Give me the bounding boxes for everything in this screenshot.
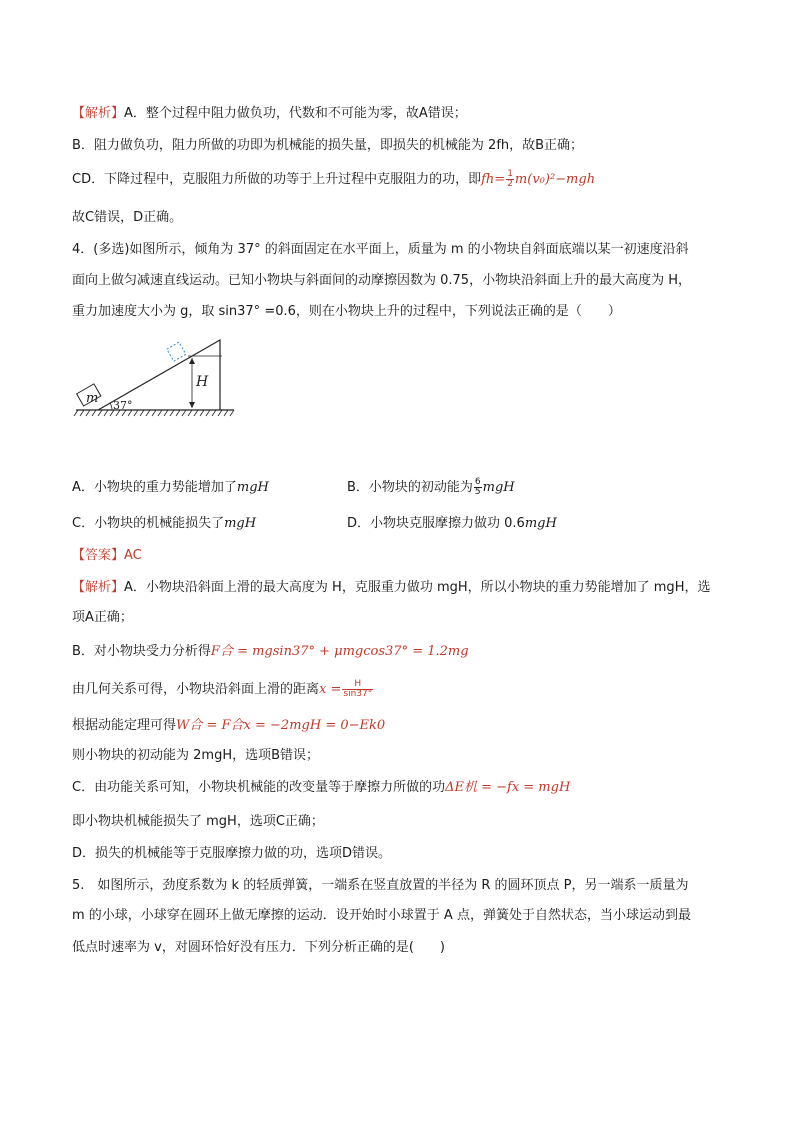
sol3-line-b: B．阻力做负功，阻力所做的功即为机械能的损失量，即损失的机械能为 2fh，故B正确；: [72, 138, 584, 153]
math-work: W合 = F合x = −2mgH = 0−Ek0: [176, 718, 386, 733]
math-mech-energy: ΔE机 = −fx = mgH: [445, 780, 571, 795]
option-d: D．小物块克服摩擦力做功 0.6mgH: [347, 516, 557, 531]
answer-label: 【答案】AC: [72, 548, 142, 563]
block-label: m: [86, 391, 99, 406]
height-label: H: [196, 374, 209, 390]
angle-label: 37°: [113, 399, 133, 412]
ans4-line-d: D．损失的机械能等于克服摩擦力做的功，选项D错误。: [72, 846, 392, 861]
q4-line-1: 4．(多选)如图所示，倾角为 37° 的斜面固定在水平面上，质量为 m 的小物块自斜面底端以某一初速度沿斜: [72, 242, 689, 257]
q5-line-2: m 的小球，小球穿在圆环上做无摩擦的运动．设开始时小球置于 A 点，弹簧处于自然状态，当小球运动到最: [72, 908, 691, 923]
q5-line-1: 5. 如图所示，劲度系数为 k 的轻质弹簧，一端系在竖直放置的半径为 R 的圆环顶点 P，另一端系一质量为: [72, 878, 689, 893]
fraction-six-fifths: $\frac{6}{5}$: [474, 477, 481, 497]
option-b: B．小物块的初动能为 $\frac{6}{5}$ mgH: [347, 477, 515, 497]
q4-line-3: 重力加速度大小为 g，取 sin37° =0.6，则在小物块上升的过程中，下列说法正确的是（ ）: [72, 304, 621, 319]
q4-line-2: 面向上做匀减速直线运动。已知小物块与斜面间的动摩擦因数为 0.75，小物块沿斜面上升的最大高度为 H，: [72, 273, 691, 288]
q5-line-3: 低点时速率为 v，对圆环恰好没有压力．下列分析正确的是( ): [72, 940, 445, 955]
ans4-line-a1: 【解析】A．小物块沿斜面上滑的最大高度为 H，克服重力做功 mgH，所以小物块的重力势能增加了 mgH，选: [72, 580, 711, 595]
fraction-half: $\frac{1}{2}$: [507, 169, 513, 189]
ans4-line-c2: 即小物块机械能损失了 mgH，选项C正确；: [72, 814, 324, 829]
incline-figure: [72, 330, 242, 428]
sol3-line-a: 【解析】A．整个过程中阻力做负功，代数和不可能为零，故A错误；: [72, 106, 467, 121]
ans4-line-k: 则小物块的初动能为 2mgH，选项B错误；: [72, 748, 320, 763]
math-energy: m(v₀)²−mgh: [514, 172, 596, 187]
option-c: C．小物块的机械能损失了mgH: [72, 516, 257, 531]
ans4-line-b: B．对小物块受力分析得F合 = mgsin37° + μmgcos37° = 1.2mg: [72, 644, 469, 659]
analysis-label: 【解析】: [72, 106, 125, 121]
sol3-line-cd: CD．下降过程中，克服阻力所做的功等于上升过程中克服阻力的功，即fh= $\frac{1}{2}$ m(v₀)²−mgh: [72, 169, 596, 189]
analysis-label: 【解析】: [72, 580, 125, 595]
incline-diagram: [72, 330, 242, 424]
math-fh: fh: [481, 172, 495, 187]
ans4-line-a2: 项A正确；: [72, 610, 133, 625]
ans4-line-c: C．由功能关系可知，小物块机械能的改变量等于摩擦力所做的功ΔE机 = −fx = mgH: [72, 780, 571, 795]
fraction-distance: $\frac{H}{\sin 37^\circ}$: [343, 679, 373, 699]
math-force: F合 = mgsin37° + μmgcos37° = 1.2mg: [210, 644, 469, 659]
ans4-line-x: 由几何关系可得，小物块沿斜面上滑的距离x = $\frac{H}{\sin 37^\circ}$: [72, 679, 373, 699]
ans4-line-w: 根据动能定理可得W合 = F合x = −2mgH = 0−Ek0: [72, 718, 386, 733]
sol3-line-cd2: 故C错误，D正确。: [72, 210, 183, 225]
option-a: A．小物块的重力势能增加了mgH: [72, 480, 269, 495]
